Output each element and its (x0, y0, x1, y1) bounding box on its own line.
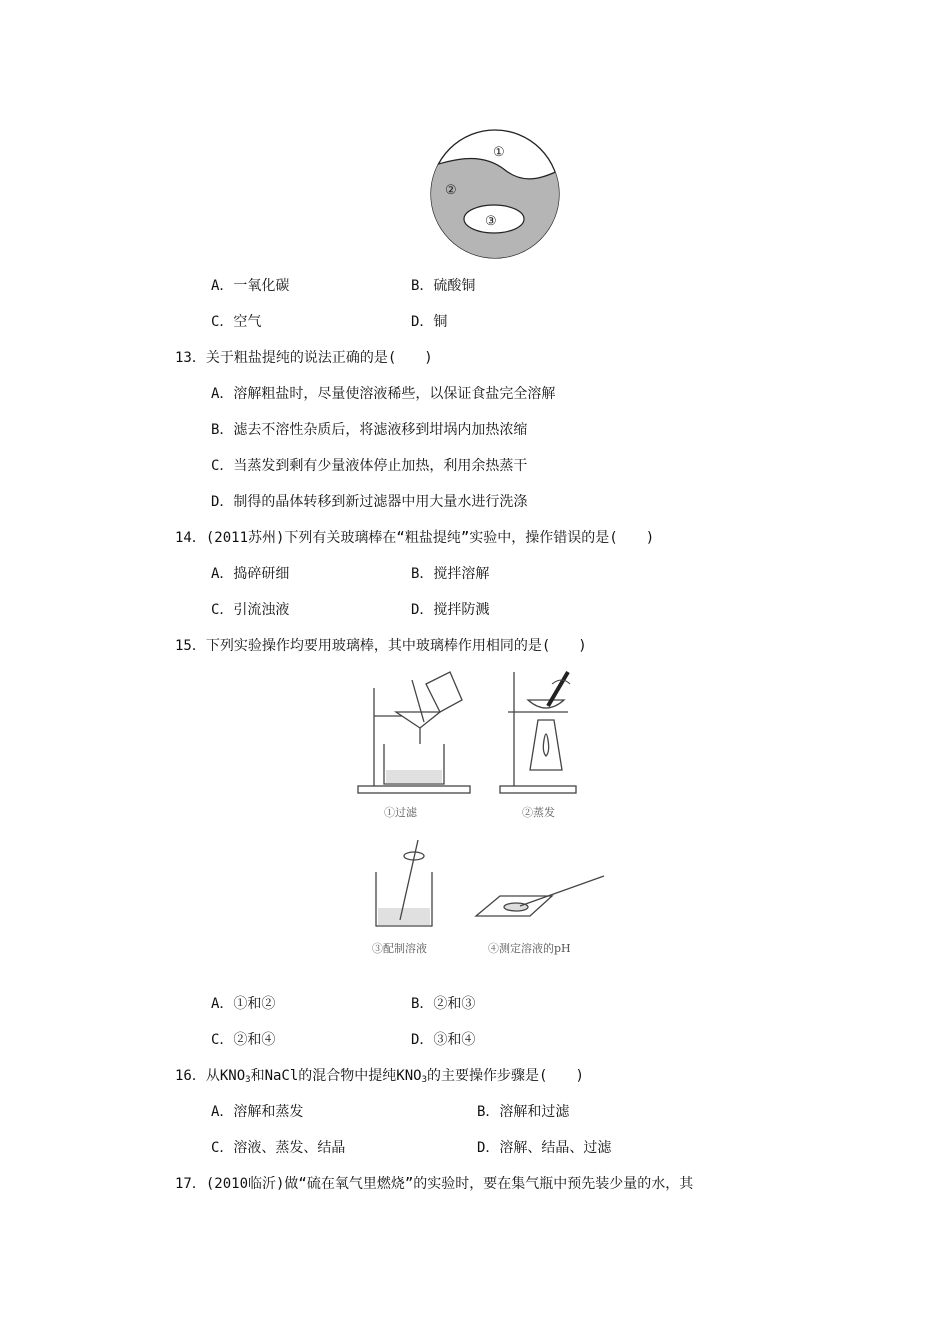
figure-caption-1: ①过滤 (384, 806, 417, 819)
q15-option-d: D．③和④ (411, 1032, 476, 1048)
figure-caption-4: ④测定溶液的pH (488, 942, 571, 955)
q14-option-b: B．搅拌溶解 (411, 566, 490, 582)
q13-stem: 13．关于粗盐提纯的说法正确的是( ) (175, 350, 433, 366)
venn-label-2: ② (445, 183, 457, 198)
q16-option-b: B．溶解和过滤 (477, 1104, 570, 1120)
q13-option-c: C．当蒸发到剩有少量液体停止加热，利用余热蒸干 (211, 458, 528, 474)
solution-prep-apparatus (376, 840, 432, 926)
q12-option-b: B．硫酸铜 (411, 278, 476, 294)
q15-option-a: A．①和② (211, 996, 276, 1012)
figure-caption-3: ③配制溶液 (372, 942, 427, 955)
q12-option-a: A．一氧化碳 (211, 278, 290, 294)
q16-option-c: C．溶液、蒸发、结晶 (211, 1140, 346, 1156)
q14-option-c: C．引流浊液 (211, 602, 290, 618)
q16-stem: 16．从$KNO_3$和NaCl的混合物中提纯$KNO_3$的主要操作步骤是( ) (175, 1068, 584, 1085)
q15-option-b: B．②和③ (411, 996, 476, 1012)
ph-test-apparatus (476, 876, 604, 916)
q15-option-c: C．②和④ (211, 1032, 276, 1048)
q13-option-d: D．制得的晶体转移到新过滤器中用大量水进行洗涤 (211, 494, 528, 510)
q16-option-d: D．溶解、结晶、过滤 (477, 1140, 612, 1156)
q13-option-b: B．滤去不溶性杂质后，将滤液移到坩埚内加热浓缩 (211, 422, 528, 438)
q17-stem: 17．(2010临沂)做“硫在氧气里燃烧”的实验时，要在集气瓶中预先装少量的水，其 (175, 1176, 694, 1192)
q16-option-a: A．溶解和蒸发 (211, 1104, 304, 1120)
q14-option-d: D．搅拌防溅 (411, 602, 490, 618)
filtration-apparatus (358, 672, 470, 793)
evaporation-apparatus (500, 672, 576, 793)
venn-label-1: ① (493, 145, 505, 160)
venn-label-3: ③ (485, 214, 497, 229)
q13-option-a: A．溶解粗盐时，尽量使溶液稀些，以保证食盐完全溶解 (211, 386, 556, 402)
q12-option-c: C．空气 (211, 314, 262, 330)
q12-option-d: D．铜 (411, 314, 448, 330)
figure-caption-2: ②蒸发 (522, 806, 555, 819)
q14-stem: 14．(2011苏州)下列有关玻璃棒在“粗盐提纯”实验中，操作错误的是( ) (175, 530, 655, 546)
q14-option-a: A．捣碎研细 (211, 566, 290, 582)
q15-stem: 15．下列实验操作均要用玻璃棒，其中玻璃棒作用相同的是( ) (175, 638, 587, 654)
